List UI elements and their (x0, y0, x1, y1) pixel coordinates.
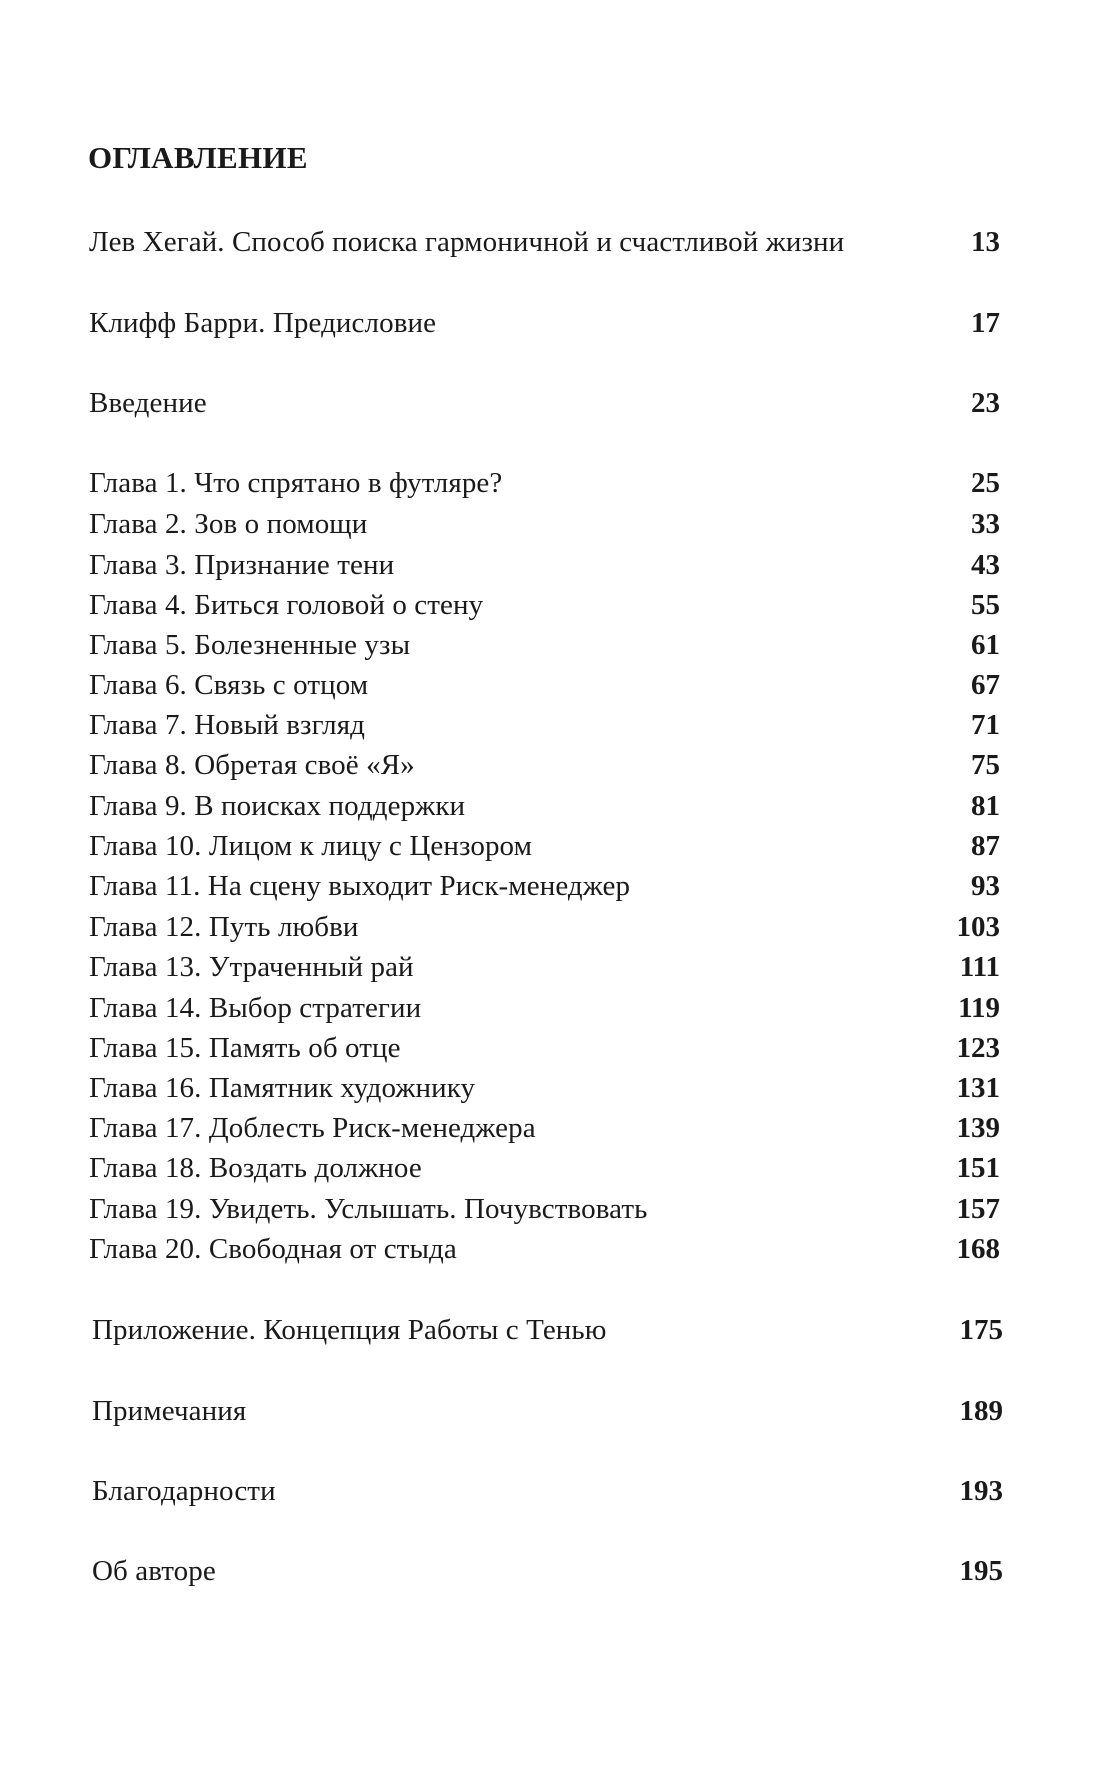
toc-heading: ОГЛАВЛЕНИЕ (88, 140, 308, 175)
toc-entry (89, 1148, 1000, 1188)
toc-entry (92, 1310, 1003, 1350)
toc-entry-page: 168 (956, 1233, 1000, 1265)
toc-entry-page: 61 (971, 629, 1000, 661)
toc-entry-page: 139 (956, 1112, 1000, 1144)
toc-entry-title: Глава 9. В поисках поддержки (89, 790, 466, 822)
toc-entry-title: Глава 14. Выбор стратегии (89, 992, 422, 1024)
toc-entry-title: Глава 17. Доблесть Риск-менеджера (89, 1112, 536, 1144)
toc-entry-title: Приложение. Концепция Работы с Тенью (92, 1314, 607, 1346)
toc-entry (89, 463, 1000, 503)
toc-entry-page: 17 (971, 307, 1000, 339)
toc-entry (89, 907, 1000, 947)
toc-entry-title: Глава 16. Памятник художнику (89, 1072, 476, 1104)
toc-entry-page: 123 (956, 1032, 1000, 1064)
toc-entry-title: Глава 20. Свободная от стыда (89, 1233, 457, 1265)
toc-entry-page: 67 (971, 669, 1000, 701)
toc-entry (92, 1551, 1003, 1591)
toc-entry-page: 55 (971, 589, 1000, 621)
toc-entry-page: 189 (959, 1395, 1003, 1427)
toc-entry-page: 43 (971, 549, 1000, 581)
toc-entry-title: Глава 13. Утраченный рай (89, 951, 414, 983)
toc-entry (89, 988, 1000, 1028)
toc-entry-title: Глава 4. Биться головой о стену (89, 589, 484, 621)
toc-entry-page: 71 (971, 709, 1000, 741)
toc-entry-title: Глава 10. Лицом к лицу с Цензором (89, 830, 533, 862)
toc-entry-title: Глава 5. Болезненные узы (89, 629, 411, 661)
toc-entry-title: Лев Хегай. Способ поиска гармоничной и счастливой жизни (89, 226, 845, 258)
toc-entry-title: Примечания (92, 1395, 247, 1427)
toc-entry-page: 93 (971, 870, 1000, 902)
toc-entry-title: Глава 3. Признание тени (89, 549, 395, 581)
toc-entry (89, 1229, 1000, 1269)
toc-entry-page: 81 (971, 790, 1000, 822)
toc-entry-title: Глава 7. Новый взгляд (89, 709, 365, 741)
toc-entry (89, 1068, 1000, 1108)
toc-entry (89, 866, 1000, 906)
toc-entry-title: Благодарности (92, 1475, 276, 1507)
toc-entry (92, 1471, 1003, 1511)
toc-entry (89, 222, 1000, 262)
toc-entry (89, 303, 1000, 343)
toc-entry-title: Глава 8. Обретая своё «Я» (89, 749, 415, 781)
toc-entry (89, 1189, 1000, 1229)
toc-entry (89, 665, 1000, 705)
toc-entry-title: Глава 18. Воздать должное (89, 1152, 422, 1184)
toc-entry (89, 786, 1000, 826)
toc-entry-title: Глава 12. Путь любви (89, 911, 359, 943)
toc-entry-page: 13 (971, 226, 1000, 258)
toc-entry (89, 585, 1000, 625)
toc-entry (89, 545, 1000, 585)
toc-entry-page: 23 (971, 387, 1000, 419)
toc-entry-title: Глава 19. Увидеть. Услышать. Почувствовать (89, 1193, 648, 1225)
toc-entry (89, 1108, 1000, 1148)
toc-entry (89, 705, 1000, 745)
toc-entry (92, 1391, 1003, 1431)
toc-entry-page: 157 (956, 1193, 1000, 1225)
toc-entry (89, 1028, 1000, 1068)
toc-entry-page: 75 (971, 749, 1000, 781)
toc-entry (89, 826, 1000, 866)
toc-entry-title: Глава 1. Что спрятано в футляре? (89, 467, 503, 499)
toc-entry-page: 33 (971, 508, 1000, 540)
toc-entry-title: Глава 2. Зов о помощи (89, 508, 368, 540)
toc-entry-page: 119 (958, 992, 1000, 1024)
toc-entry-title: Глава 11. На сцену выходит Риск-менеджер (89, 870, 631, 902)
toc-entry-title: Глава 6. Связь с отцом (89, 669, 369, 701)
toc-entry (89, 947, 1000, 987)
toc-entry (89, 504, 1000, 544)
toc-entry-page: 193 (959, 1475, 1003, 1507)
toc-entry-page: 103 (956, 911, 1000, 943)
toc-entry-title: Об авторе (92, 1555, 216, 1587)
toc-entry (89, 383, 1000, 423)
toc-entry-page: 151 (956, 1152, 1000, 1184)
toc-entry-page: 111 (959, 951, 1000, 983)
toc-entry-page: 175 (959, 1314, 1003, 1346)
toc-entry-page: 195 (959, 1555, 1003, 1587)
toc-entry-page: 87 (971, 830, 1000, 862)
toc-entry-title: Введение (89, 387, 207, 419)
toc-entry-title: Глава 15. Память об отце (89, 1032, 401, 1064)
toc-entry (89, 625, 1000, 665)
toc-entry-page: 25 (971, 467, 1000, 499)
toc-entry-page: 131 (956, 1072, 1000, 1104)
toc-entry (89, 745, 1000, 785)
toc-entry-title: Клифф Барри. Предисловие (89, 307, 437, 339)
